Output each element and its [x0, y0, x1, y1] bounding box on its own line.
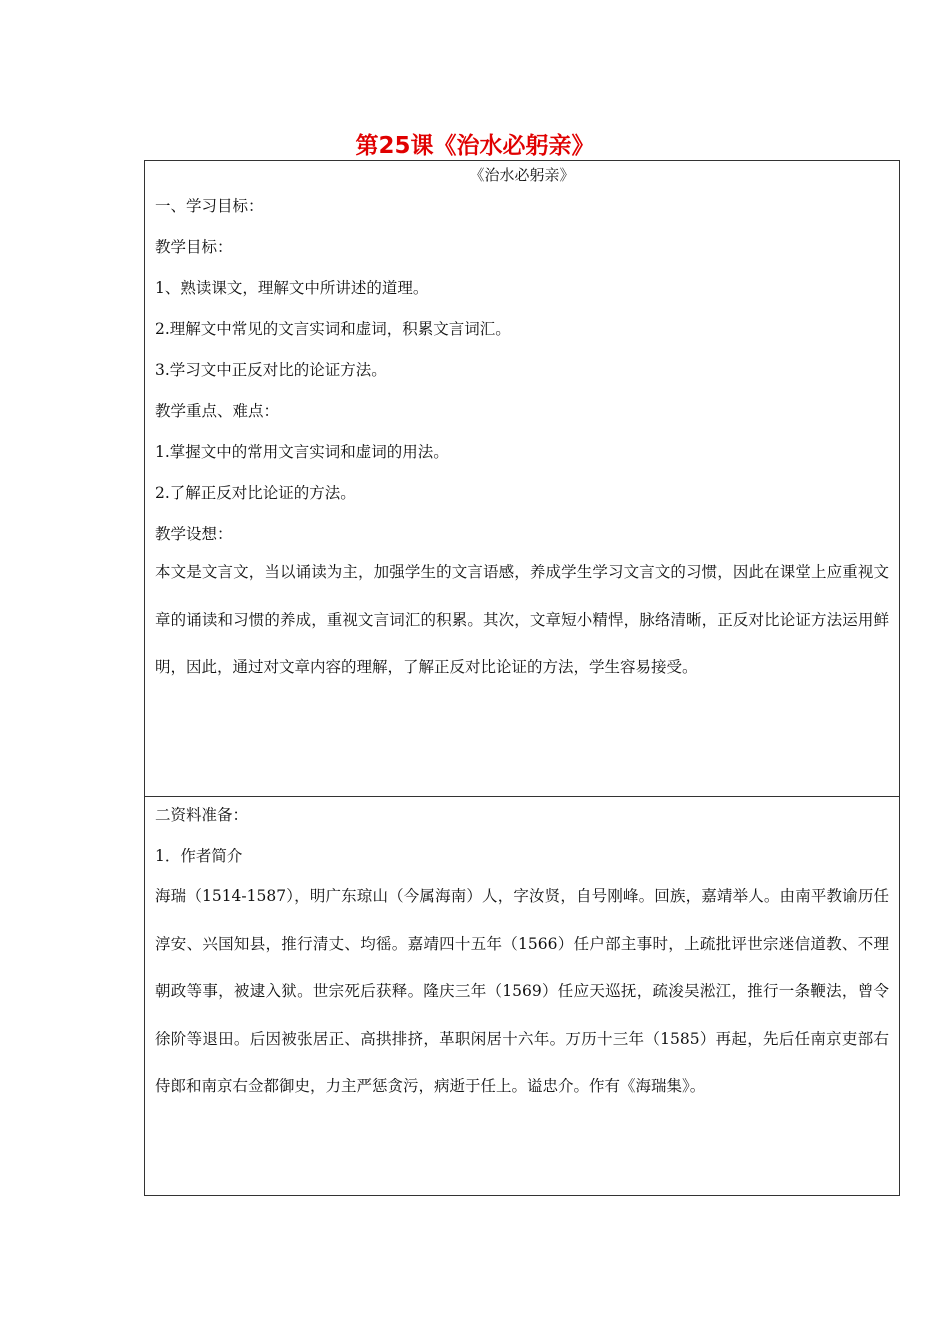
key-point-1: 1.掌握文中的常用文言实词和虚词的用法。 — [155, 443, 449, 461]
objectives-cell — [144, 160, 900, 797]
subheading-author-intro: 1．作者简介 — [155, 847, 243, 865]
teaching-idea-paragraph: 本文是文言文，当以诵读为主，加强学生的文言语感，养成学生学习文言文的习惯，因此在课堂上应重视文章的诵读和习惯的养成，重视文言词汇的积累。其次，文章短小精悍，脉络清晰，正反对比论证方法运用鲜明，因此，通过对文章内容的理解，了解正反对比论证的方法，学生容易接受。 — [155, 563, 889, 676]
materials-cell — [144, 796, 900, 1196]
page-title: 第25课《治水必躬亲》 — [355, 133, 595, 159]
section-heading-materials: 二资料准备： — [155, 806, 249, 824]
subheading-teaching-idea: 教学设想： — [155, 525, 233, 543]
author-bio-paragraph: 海瑞（1514-1587），明广东琼山（今属海南）人，字汝贤，自号刚峰。回族，嘉靖举人。由南平教谕历任淳安、兴国知县，推行清丈、均徭。嘉靖四十五年（1566）任户部主事时，上疏批评世宗迷信道教、不理朝政等事，被逮入狱。世宗死后获释。隆庆三年（1569）任应天巡抚，疏浚吴淞江，推行一条鞭法，曾令徐阶等退田。后因被张居正、高拱排挤，革职闲居十六年。万历十三年（1585）再起，先后任南京吏部右侍郎和南京右佥都御史，力主严惩贪污，病逝于任上。谥忠介。作有《海瑞集》。 — [155, 887, 889, 1095]
goal-item-1: 1、熟读课文，理解文中所讲述的道理。 — [155, 279, 429, 297]
subheading-teaching-goals: 教学目标： — [155, 238, 233, 256]
section-heading-objectives: 一、学习目标： — [155, 197, 264, 215]
subheading-key-points: 教学重点、难点： — [155, 402, 280, 420]
goal-item-3: 3.学习文中正反对比的论证方法。 — [155, 361, 387, 379]
key-point-2: 2.了解正反对比论证的方法。 — [155, 484, 356, 502]
materials-content — [145, 795, 899, 1111]
goal-item-2: 2.理解文中常见的文言实词和虚词，积累文言词汇。 — [155, 320, 511, 338]
objectives-content — [145, 186, 899, 692]
cell-heading: 《治水必躬亲》 — [469, 166, 575, 184]
